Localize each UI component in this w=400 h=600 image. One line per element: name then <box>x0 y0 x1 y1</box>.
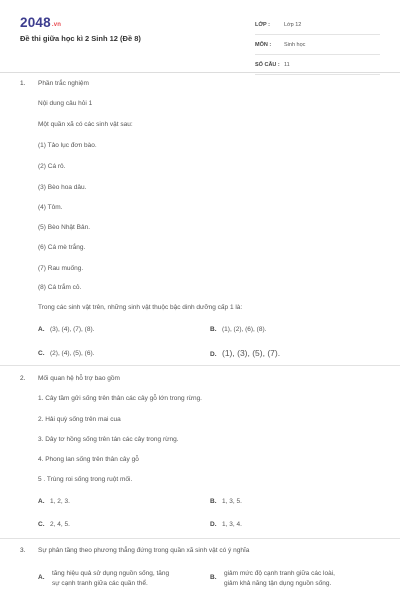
question-line: 5 . Trùng roi sống trong ruột mối. <box>38 476 133 483</box>
option-text: 2, 4, 5. <box>50 521 70 528</box>
logo-text: 2048 <box>20 15 51 30</box>
question-divider <box>0 538 400 539</box>
answer-option-d[interactable] <box>210 348 280 358</box>
answer-option-a[interactable] <box>38 569 208 591</box>
option-text-line: sự cạnh tranh giữa các quần thể. <box>52 580 148 587</box>
question-line: Trong các sinh vật trên, những sinh vật thuộc bậc dinh dưỡng cấp 1 là: <box>38 304 243 311</box>
option-letter: C. <box>38 350 45 357</box>
question-line: (3) Bèo hoa dâu. <box>38 184 87 191</box>
answer-option-a[interactable] <box>38 326 94 333</box>
option-text-line: giảm khả năng tận dụng nguồn sống. <box>224 580 332 587</box>
meta-label: LỚP : <box>255 21 270 28</box>
question-line: Sự phân tầng theo phương thẳng đứng trong quần xã sinh vật có ý nghĩa <box>38 547 250 554</box>
meta-label: MÔN : <box>255 41 272 48</box>
option-letter: A. <box>38 498 45 505</box>
question-line: (2) Cá rô. <box>38 163 66 170</box>
option-text: 1, 3, 5. <box>222 498 242 505</box>
option-text: 1, 2, 3. <box>50 498 70 505</box>
option-text: (1), (2), (6), (8). <box>222 326 267 333</box>
logo-tld: .vn <box>51 22 62 28</box>
option-letter: A. <box>38 574 45 581</box>
question-line: Nội dung câu hỏi 1 <box>38 100 93 107</box>
option-letter: C. <box>38 521 45 528</box>
option-text <box>224 569 374 589</box>
answer-option-b[interactable] <box>210 326 266 333</box>
option-text-line: tăng hiệu quả sử dụng nguồn sống, tăng <box>52 570 170 577</box>
meta-row-subject <box>255 35 380 55</box>
exam-title: Đề thi giữa học kì 2 Sinh 12 (Đề 8) <box>20 34 141 43</box>
question-line: 1. Cây tầm gửi sống trên thân các cây gỗ lớn trong rừng. <box>38 395 202 402</box>
option-text: (3), (4), (7), (8). <box>50 326 95 333</box>
answer-option-d[interactable] <box>210 521 242 528</box>
option-letter: A. <box>38 326 45 333</box>
option-letter: D. <box>210 521 217 528</box>
question-line: 2. Hải quỳ sống trên mai cua <box>38 416 121 423</box>
option-text: (2), (4), (5), (6). <box>50 350 95 357</box>
question-divider <box>0 365 400 366</box>
option-letter: B. <box>210 574 217 581</box>
question-number: 1. <box>20 80 26 87</box>
option-letter: B. <box>210 498 217 505</box>
question-line: Phần trắc nghiệm <box>38 80 89 87</box>
question-number: 3. <box>20 547 26 554</box>
option-text <box>52 569 202 589</box>
option-text: (1), (3), (5), (7). <box>222 348 281 358</box>
option-letter: B. <box>210 326 217 333</box>
option-text: 1, 3, 4. <box>222 521 242 528</box>
answer-option-a[interactable] <box>38 498 70 505</box>
question-line: Mối quan hệ hỗ trợ bao gồm <box>38 375 120 382</box>
answer-option-b[interactable] <box>210 569 380 591</box>
question-line: (7) Rau muống. <box>38 265 84 272</box>
question-line: (5) Bèo Nhật Bản. <box>38 224 91 231</box>
option-text-line: giảm mức độ cạnh tranh giữa các loài, <box>224 570 335 577</box>
question-line: (4) Tôm. <box>38 204 63 211</box>
meta-row-count <box>255 55 380 75</box>
question-line: (8) Cá trắm cỏ. <box>38 284 82 291</box>
option-letter: D. <box>210 351 217 358</box>
question-line: (1) Tảo lục đơn bào. <box>38 142 97 149</box>
answer-option-b[interactable] <box>210 498 242 505</box>
answer-option-c[interactable] <box>38 350 94 357</box>
question-line: 3. Dây tơ hồng sống trên tán các cây trong rừng. <box>38 436 179 443</box>
question-line: Một quần xã có các sinh vật sau: <box>38 121 133 128</box>
meta-value: 11 <box>284 61 290 68</box>
meta-value: Sinh học <box>284 41 306 48</box>
exam-meta <box>255 15 380 75</box>
meta-label: SỐ CÂU : <box>255 61 280 68</box>
question-line: (6) Cá mè trắng. <box>38 244 86 251</box>
site-logo[interactable] <box>20 15 61 30</box>
question-line: 4. Phong lan sống trên thân cây gỗ <box>38 456 139 463</box>
meta-row-class <box>255 15 380 35</box>
answer-option-c[interactable] <box>38 521 70 528</box>
meta-value: Lớp 12 <box>284 21 302 28</box>
page-header <box>0 0 400 73</box>
question-number: 2. <box>20 375 26 382</box>
